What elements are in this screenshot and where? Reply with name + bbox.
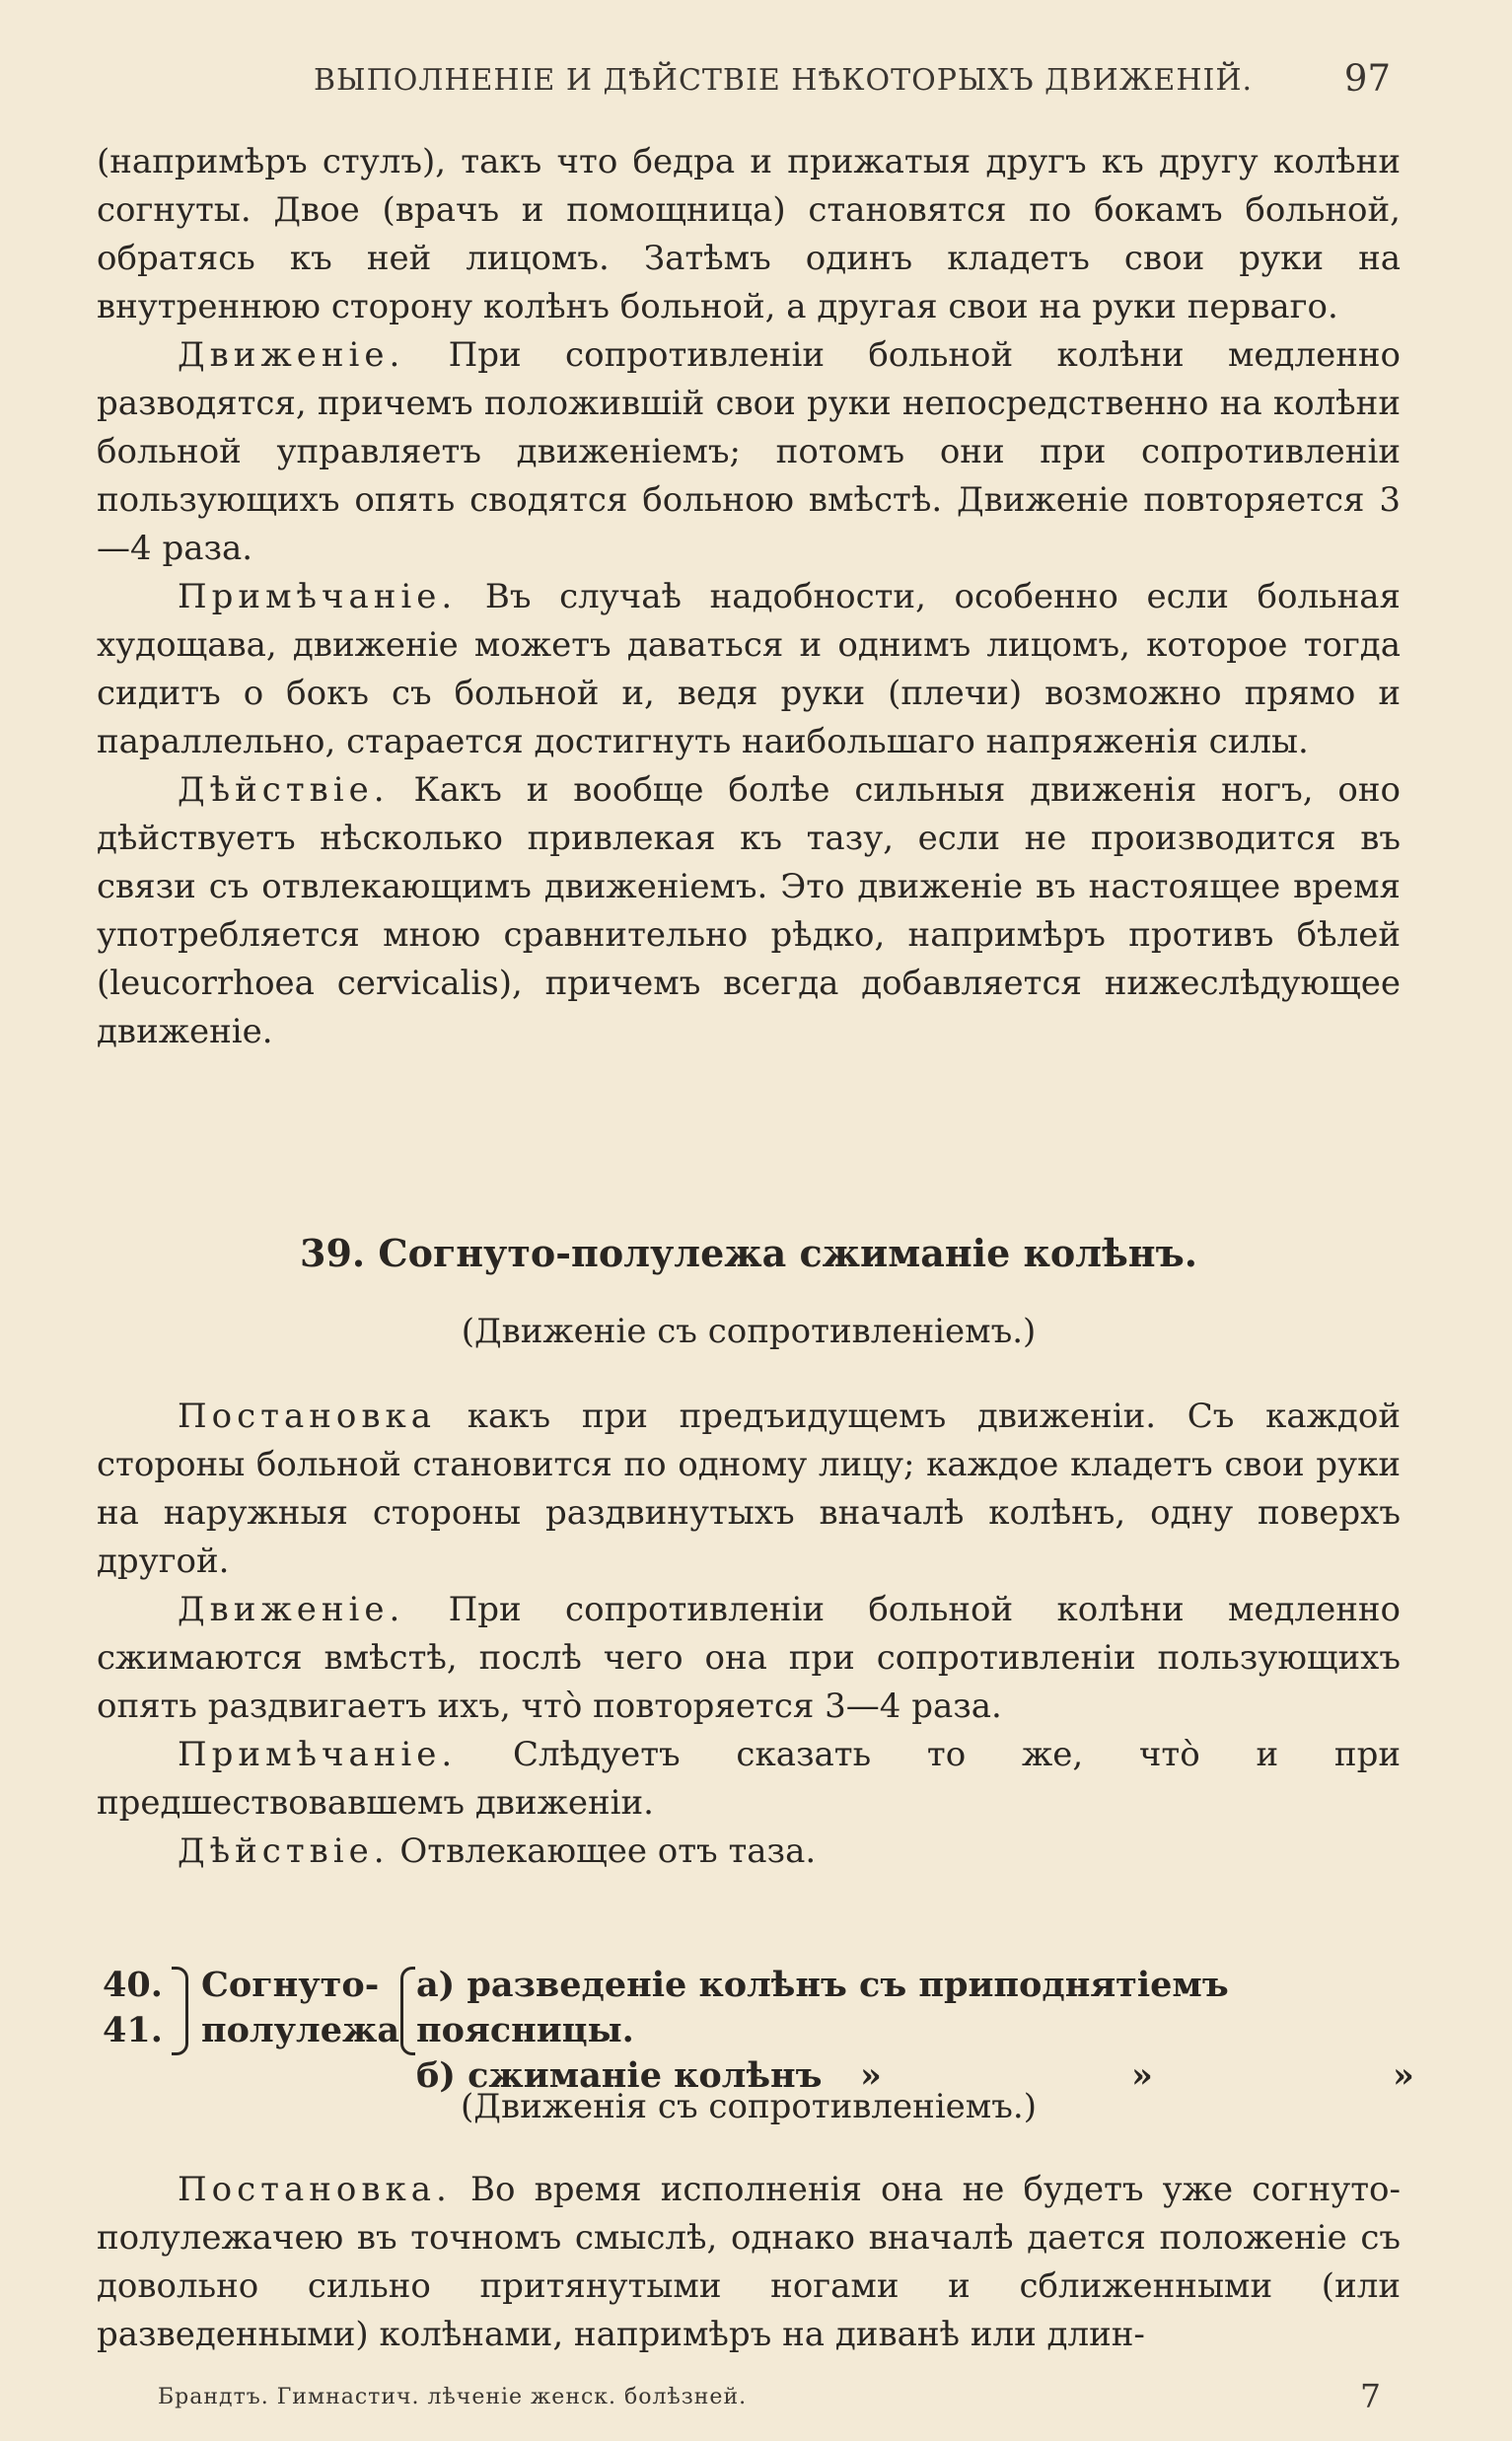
term-setup: Постановка xyxy=(178,1397,437,1436)
signature-line: Брандтъ. Гимнастич. лѣченіе женск. болѣзней. xyxy=(158,2385,748,2409)
effect-text: Отвлекающее отъ таза. xyxy=(389,1831,817,1871)
term-movement: Движеніе. xyxy=(178,335,405,375)
section-39-subheading: (Движеніе съ сопротивленіемъ.) xyxy=(461,1312,1037,1351)
paragraph-setup xyxy=(97,1393,1401,1586)
movement-text: При сопротивленіи больной колѣни медленно сжимаются вмѣстѣ, послѣ чего она при сопротивленіи пользующихъ опять раздвигаетъ ихъ, чтò повторяется 3—4 раза. xyxy=(97,1590,1401,1726)
section-39-heading: 39. Согнуто-полулежа сжиманіе колѣнъ. xyxy=(300,1231,1197,1275)
note-text: Слѣдуетъ сказать то же, чтò и при предшествовавшемъ движеніи. xyxy=(97,1735,1401,1823)
variant-b: б) сжиманіе колѣнъ xyxy=(416,2055,823,2096)
sheet-number: 7 xyxy=(1360,2377,1381,2415)
term-effect: Дѣйствіе. xyxy=(178,1831,390,1871)
section-39-body xyxy=(97,1393,1401,1876)
running-title: ВЫПОЛНЕНІЕ И ДѢЙСТВІЕ НѢКОТОРЫХЪ ДВИЖЕНІЙ. xyxy=(314,63,1254,98)
left-brace xyxy=(400,1967,415,2055)
paragraph-setup xyxy=(97,2166,1401,2359)
position-name xyxy=(201,1963,398,2053)
section-40-41-heading xyxy=(103,1963,1414,2096)
section-40-41-subheading: (Движенія съ сопротивленіемъ.) xyxy=(461,2087,1037,2126)
paragraph-movement xyxy=(97,331,1401,573)
term-setup: Постановка. xyxy=(178,2170,452,2209)
note-text: Въ случаѣ надобности, особенно если больная худощава, движеніе можетъ даваться и однимъ лицомъ, которое тогда сидитъ о бокъ съ больной и, ведя руки (плечи) возможно прямо и параллельно, старается достигнуть наибольшаго напряженія силы. xyxy=(97,577,1401,761)
section-number-40: 40. xyxy=(103,1965,163,2005)
setup-text: Во время исполненія она не будетъ уже согнуто-полулежачею въ точномъ смыслѣ, однако вначалѣ дается положеніе съ довольно сильно притянутыми ногами и сближенными (или разведенными) колѣнами, напримѣръ на диванѣ или длин- xyxy=(97,2170,1401,2354)
movement-text: При сопротивленіи больной колѣни медленно разводятся, причемъ положившій свои руки непосредственно на колѣни больной управляетъ движеніемъ; потомъ они при сопротивленіи пользующихъ опять сводятся больною вмѣстѣ. Движеніе повторяется 3—4 раза. xyxy=(97,335,1401,568)
position-line-1: Согнуто- xyxy=(201,1965,380,2005)
paragraph-effect xyxy=(97,1828,1401,1876)
term-note: Примѣчаніе. xyxy=(178,1735,458,1774)
right-brace xyxy=(172,1967,188,2055)
paragraph-note xyxy=(97,573,1401,766)
page-footer xyxy=(158,2377,1401,2416)
section-40-41-body xyxy=(97,2166,1401,2359)
ditto-mark: » xyxy=(860,2055,882,2096)
page-number: 97 xyxy=(1343,57,1391,100)
section-numbers xyxy=(103,1963,166,2053)
variant-a: а) разведеніе колѣнъ съ приподнятіемъ поясницы. xyxy=(416,1965,1229,2050)
paragraph-movement xyxy=(97,1586,1401,1731)
section-number-41: 41. xyxy=(103,2010,163,2050)
term-effect: Дѣйствіе. xyxy=(178,770,390,810)
paragraph-setup-continued: (напримѣръ стулъ), такъ что бедра и прижатыя другъ къ другу колѣни согнуты. Двое (врачъ и помощница) становятся по бокамъ больной, обратясь къ ней лицомъ. Затѣмъ одинъ кладетъ свои руки на внутреннюю сторону колѣнъ больной, а другая свои на руки перваго. xyxy=(97,142,1401,326)
term-note: Примѣчаніе. xyxy=(178,577,458,616)
movement-variants xyxy=(416,1963,1414,2099)
effect-text: Какъ и вообще болѣе сильныя движенія ногъ, оно дѣйствуетъ нѣсколько привлекая къ тазу, если не производится въ связи съ отвлекающимъ движеніемъ. Это движеніе въ настоящее время употребляется мною сравнительно рѣдко, напримѣръ противъ бѣлей (leucorrhoea cervicalis), причемъ всегда добавляется нижеслѣдующее движеніе. xyxy=(97,770,1401,1051)
paragraph-effect xyxy=(97,766,1401,1056)
term-movement: Движеніе. xyxy=(178,1590,405,1629)
position-line-2: полулежа xyxy=(201,2010,400,2050)
ditto-mark: » xyxy=(1131,2055,1153,2096)
setup-text: какъ при предъидущемъ движеніи. Съ каждой стороны больной становится по одному лицу; каждое кладетъ свои руки на наружныя стороны раздвинутыхъ вначалѣ колѣнъ, одну поверхъ другой. xyxy=(97,1397,1401,1581)
section-38-continued xyxy=(97,138,1401,1056)
running-head xyxy=(97,57,1397,107)
paragraph-note xyxy=(97,1731,1401,1828)
ditto-mark: » xyxy=(1393,2055,1414,2096)
